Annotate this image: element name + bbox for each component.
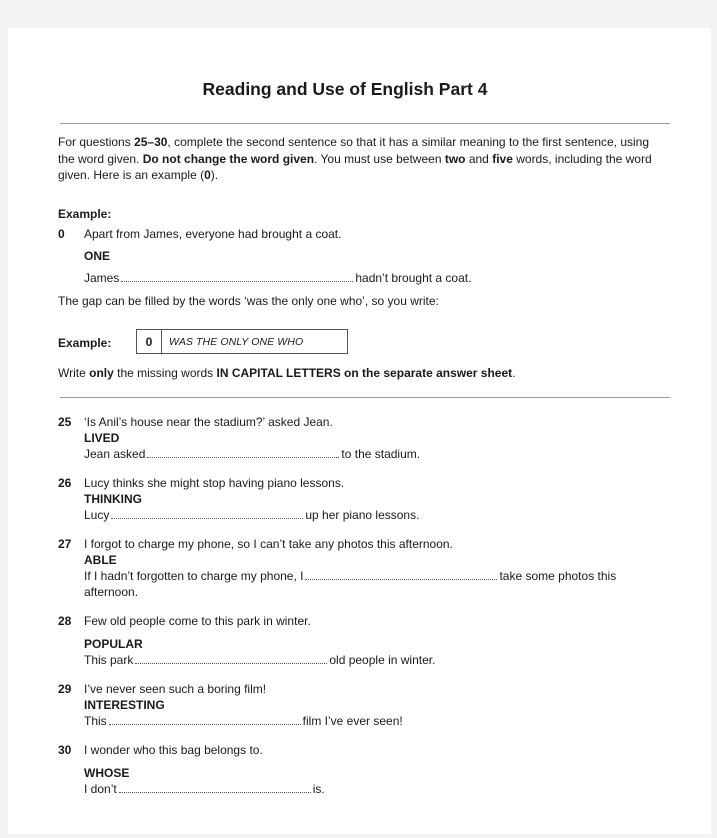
gap-after: take some photos this (499, 569, 617, 583)
instructions-text: For questions (58, 135, 135, 149)
top-divider (60, 123, 670, 124)
instructions-text: and (465, 151, 493, 166)
question-sentence: I wonder who this bag belongs to. (84, 743, 263, 757)
instructions (58, 134, 668, 184)
gap-after: is. (312, 782, 325, 796)
answer-gap (121, 272, 353, 282)
instructions-text: , complete the second sentence so that it has a similar meaning to the first sentence, using the word given. (58, 135, 650, 166)
question-gap-line (84, 782, 325, 798)
answer-gap (305, 570, 497, 580)
question-keyword: LIVED (84, 431, 120, 445)
question-number: 27 (58, 537, 72, 551)
answer-gap (111, 509, 303, 519)
question-sentence: Few old people come to this park in winter. (84, 614, 311, 628)
gap-before: This park (84, 653, 134, 667)
gap-after: up her piano lessons. (305, 508, 420, 522)
gap-before: Jean asked (84, 447, 146, 461)
exam-page (8, 28, 711, 834)
write-note-only: only (89, 366, 114, 380)
write-note-text: . (512, 366, 516, 380)
question-number: 30 (58, 743, 72, 757)
question-gap-line (84, 447, 420, 463)
question-gap-line (84, 569, 616, 585)
page-title: Reading and Use of English Part 4 (202, 79, 488, 99)
question-gap-line (84, 508, 419, 524)
write-note-text: Write (58, 366, 90, 380)
gap-before: Lucy (84, 508, 110, 522)
instructions-text: . You must use between (314, 151, 445, 166)
example-answer-box (136, 329, 348, 354)
example-sentence: Apart from James, everyone had brought a coat. (84, 227, 342, 241)
gap-after: film I’ve ever seen! (302, 714, 403, 728)
answer-gap (135, 654, 327, 664)
question-gap-line-cont: afternoon. (84, 585, 139, 599)
answer-gap (109, 715, 301, 725)
example-ref: 0 (204, 168, 211, 182)
question-number: 29 (58, 682, 72, 696)
gap-after: old people in winter. (329, 653, 436, 667)
gap-after: hadn’t brought a coat. (355, 271, 472, 285)
word-max: five (492, 151, 513, 166)
question-gap-line (84, 653, 435, 669)
bottom-divider (60, 397, 670, 398)
example-box-answer: WAS THE ONLY ONE WHO (169, 335, 304, 348)
question-keyword: INTERESTING (84, 698, 165, 712)
question-keyword: POPULAR (84, 637, 143, 651)
example-gap-line (84, 271, 471, 286)
question-number: 26 (58, 476, 72, 490)
question-range: 25–30 (134, 135, 168, 149)
gap-before: I don’t (84, 782, 117, 796)
example-box-number: 0 (137, 330, 162, 353)
question-number: 25 (58, 415, 72, 429)
question-keyword: ABLE (84, 553, 117, 567)
question-gap-line (84, 714, 403, 730)
question-sentence: I’ve never seen such a boring film! (84, 682, 267, 696)
gap-before: This (84, 714, 107, 728)
question-sentence: ‘Is Anil’s house near the stadium?’ asked Jean. (84, 415, 333, 429)
no-change-warning: Do not change the word given (142, 151, 315, 166)
answer-gap (119, 783, 311, 793)
instructions-text: ). (210, 168, 219, 182)
write-note (58, 366, 515, 381)
question-sentence: I forgot to charge my phone, so I can’t take any photos this afternoon. (84, 537, 453, 551)
gap-note: The gap can be filled by the words ‘was the only one who’, so you write: (58, 294, 439, 308)
write-note-text: the missing words (113, 366, 217, 380)
question-number: 28 (58, 614, 72, 628)
example-box-label: Example: (58, 336, 112, 350)
instructions-text: words, including the word given. Here is an example ( (58, 151, 652, 182)
question-sentence: Lucy thinks she might stop having piano lessons. (84, 476, 345, 490)
gap-before: James (84, 271, 120, 285)
answer-gap (147, 448, 339, 458)
write-note-caps: IN CAPITAL LETTERS on the separate answer sheet (216, 366, 513, 380)
example-number: 0 (58, 227, 65, 241)
gap-before: If I hadn’t forgotten to charge my phone, I (84, 569, 304, 583)
question-keyword: THINKING (84, 492, 142, 506)
example-heading: Example: (58, 207, 112, 221)
example-keyword: ONE (84, 249, 111, 263)
gap-after: to the stadium. (341, 447, 421, 461)
question-keyword: WHOSE (84, 766, 130, 780)
word-min: two (444, 151, 466, 166)
